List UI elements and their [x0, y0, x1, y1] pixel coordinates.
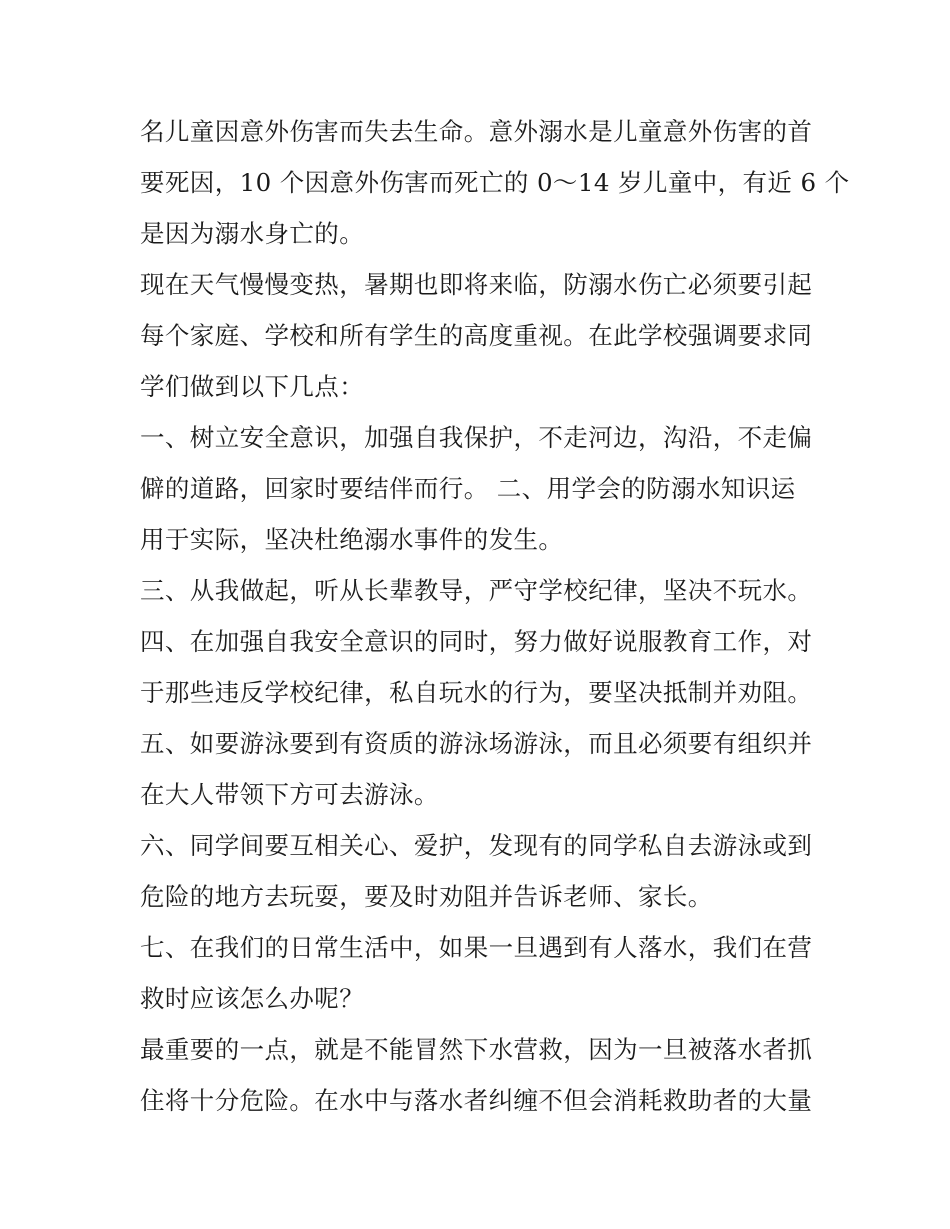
text-line: 危险的地方去玩耍，要及时劝阻并告诉老师、家长。 [140, 882, 713, 911]
text-line: 要死因，10 个因意外伤害而死亡的 0～14 岁儿童中，有近 6 个 [140, 168, 850, 197]
text-line: 在大人带领下方可去游泳。 [140, 780, 439, 809]
text-line: 用于实际，坚决杜绝溺水事件的发生。 [140, 525, 564, 554]
text-line: 一、树立安全意识，加强自我保护，不走河边，沟沿，不走偏 [140, 423, 813, 452]
text-line: 五、如要游泳要到有资质的游泳场游泳，而且必须要有组织并 [140, 729, 813, 758]
text-line: 住将十分危险。在水中与落水者纠缠不但会消耗救助者的大量 [140, 1086, 813, 1115]
text-line: 救时应该怎么办呢？ [140, 984, 365, 1013]
text-line: 是因为溺水身亡的。 [140, 219, 365, 248]
text-line: 三、从我做起，听从长辈教导，严守学校纪律，坚决不玩水。 [140, 576, 813, 605]
text-line: 名儿童因意外伤害而失去生命。意外溺水是儿童意外伤害的首 [140, 117, 813, 146]
text-line: 每个家庭、学校和所有学生的高度重视。在此学校强调要求同 [140, 321, 813, 350]
text-line: 四、在加强自我安全意识的同时，努力做好说服教育工作，对 [140, 627, 813, 656]
text-line: 学们做到以下几点： [140, 372, 365, 401]
text-line: 僻的道路，回家时要结伴而行。 二、用学会的防溺水知识运 [140, 474, 796, 503]
text-line: 于那些违反学校纪律，私自玩水的行为，要坚决抵制并劝阻。 [140, 678, 813, 707]
text-line: 现在天气慢慢变热，暑期也即将来临，防溺水伤亡必须要引起 [140, 270, 813, 299]
text-line: 七、在我们的日常生活中，如果一旦遇到有人落水，我们在营 [140, 933, 813, 962]
document-body [140, 106, 850, 1126]
text-line: 最重要的一点，就是不能冒然下水营救，因为一旦被落水者抓 [140, 1035, 813, 1064]
text-line: 六、同学间要互相关心、爱护，发现有的同学私自去游泳或到 [140, 831, 813, 860]
